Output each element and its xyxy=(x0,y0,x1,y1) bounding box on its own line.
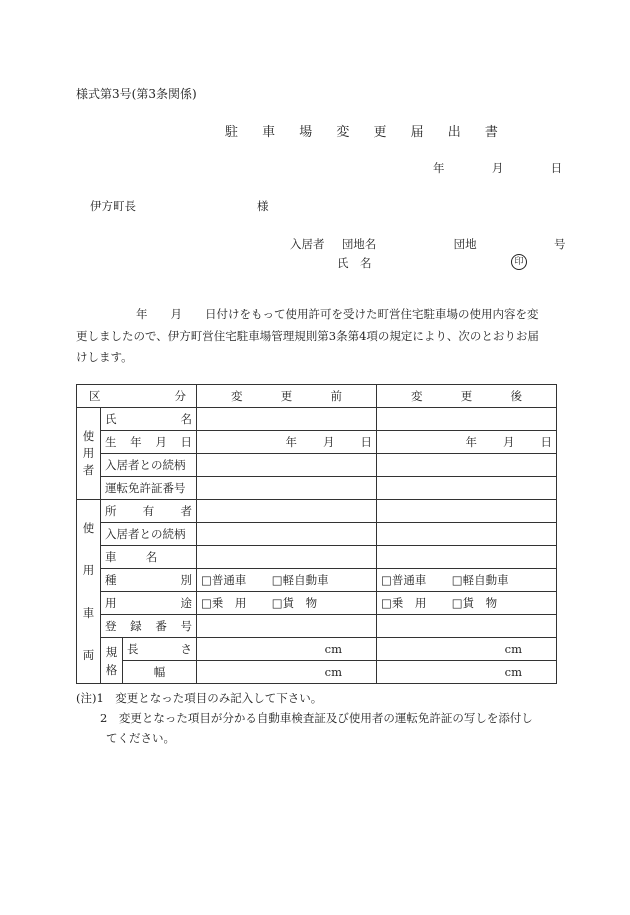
header-after: 変 更 後 xyxy=(377,385,557,408)
checkbox-kei-car[interactable]: □軽自動車 xyxy=(271,573,329,587)
table-row xyxy=(77,431,557,454)
vehicle-group-label: 使 用 車 両 xyxy=(77,500,101,684)
page-title: 駐 車 場 変 更 届 出 書 xyxy=(225,125,508,140)
unit-cm: cm xyxy=(504,642,523,656)
unit-cm: cm xyxy=(324,665,343,679)
addressee-honorific: 様 xyxy=(257,199,269,213)
note-2-continued: てください。 xyxy=(106,731,175,745)
table-row xyxy=(77,569,557,592)
table-row xyxy=(77,523,557,546)
applicant-name-label: 氏 名 xyxy=(337,256,372,270)
row-owner: 所 有 者 xyxy=(101,500,197,523)
complex-suffix: 団地 xyxy=(453,237,477,251)
table-header-row xyxy=(77,385,557,408)
complex-label: 団地名 xyxy=(341,237,377,251)
table-row xyxy=(77,592,557,615)
date-month: 月 xyxy=(491,161,504,175)
header-category: 区 分 xyxy=(77,385,197,408)
width-after[interactable] xyxy=(377,661,557,684)
unit-cm: cm xyxy=(324,642,343,656)
row-user-relation: 入居者との続柄 xyxy=(101,454,197,477)
width-before[interactable] xyxy=(197,661,377,684)
checkbox-cargo[interactable]: □貨 物 xyxy=(271,596,318,610)
length-after[interactable] xyxy=(377,638,557,661)
checkbox-regular-car[interactable]: □普通車 xyxy=(201,573,247,587)
car-name-before[interactable] xyxy=(197,546,377,569)
registration-number-before[interactable] xyxy=(197,615,377,638)
row-width: 幅 xyxy=(123,661,197,684)
license-after[interactable] xyxy=(377,477,557,500)
row-user-name: 氏 名 xyxy=(101,408,197,431)
vehicle-use-before xyxy=(197,592,377,615)
vehicle-type-before xyxy=(197,569,377,592)
checkbox-kei-car[interactable]: □軽自動車 xyxy=(451,573,509,587)
submission-date xyxy=(433,160,562,176)
applicant-complex-row xyxy=(290,236,565,252)
license-before[interactable] xyxy=(197,477,377,500)
user-relation-before[interactable] xyxy=(197,454,377,477)
unit-cm: cm xyxy=(504,665,523,679)
table-row xyxy=(77,615,557,638)
table-row xyxy=(77,638,557,661)
row-registration-number: 登 録 番 号 xyxy=(101,615,197,638)
body-paragraph xyxy=(76,304,554,369)
table-row xyxy=(77,477,557,500)
row-birthdate: 生 年 月 日 xyxy=(101,431,197,454)
user-relation-after[interactable] xyxy=(377,454,557,477)
checkbox-passenger[interactable]: □乗 用 xyxy=(201,596,247,610)
car-name-after[interactable] xyxy=(377,546,557,569)
checkbox-passenger[interactable]: □乗 用 xyxy=(381,596,427,610)
user-group-label: 使用者 xyxy=(77,408,101,500)
resident-label: 入居者 xyxy=(290,237,325,251)
change-table xyxy=(76,384,557,684)
birthdate-before[interactable]: 年 月 日 xyxy=(197,431,377,454)
header-before: 変 更 前 xyxy=(197,385,377,408)
vehicle-relation-before[interactable] xyxy=(197,523,377,546)
date-day: 日 xyxy=(550,161,563,175)
user-name-after[interactable] xyxy=(377,408,557,431)
owner-before[interactable] xyxy=(197,500,377,523)
checkbox-regular-car[interactable]: □普通車 xyxy=(381,573,427,587)
number-suffix: 号 xyxy=(553,237,566,251)
body-line-2: 更しましたので、伊方町営住宅駐車場管理規則第3条第4項の規定により、次のとおりお届 xyxy=(76,328,539,343)
addressee-name: 伊方町長 xyxy=(90,199,136,213)
user-name-before[interactable] xyxy=(197,408,377,431)
checkbox-cargo[interactable]: □貨 物 xyxy=(451,596,498,610)
date-year: 年 xyxy=(433,161,445,175)
owner-after[interactable] xyxy=(377,500,557,523)
vehicle-relation-after[interactable] xyxy=(377,523,557,546)
row-vehicle-relation: 入居者との続柄 xyxy=(101,523,197,546)
note-2: 2 変更となった項目が分かる自動車検査証及び使用者の運転免許証の写しを添付し xyxy=(100,711,533,725)
notes xyxy=(76,688,556,748)
vehicle-type-after xyxy=(377,569,557,592)
seal-mark: 印 xyxy=(511,254,527,270)
row-license: 運転免許証番号 xyxy=(101,477,197,500)
registration-number-after[interactable] xyxy=(377,615,557,638)
body-line-1: 年 月 日付けをもって使用許可を受けた町営住宅駐車場の使用内容を変 xyxy=(136,307,539,321)
table-row xyxy=(77,454,557,477)
table-row xyxy=(77,500,557,523)
form-number: 様式第3号(第3条関係) xyxy=(76,87,197,101)
row-car-name: 車 名 xyxy=(101,546,197,569)
row-vehicle-type: 種 別 xyxy=(101,569,197,592)
note-1: (注)1 変更となった項目のみ記入して下さい。 xyxy=(76,691,323,705)
row-vehicle-use: 用 途 xyxy=(101,592,197,615)
spec-label: 規 格 xyxy=(101,638,123,684)
row-length: 長 さ xyxy=(123,638,197,661)
table-row xyxy=(77,546,557,569)
body-line-3: けします。 xyxy=(76,350,133,364)
table-row xyxy=(77,661,557,684)
table-row xyxy=(77,408,557,431)
vehicle-use-after xyxy=(377,592,557,615)
length-before[interactable] xyxy=(197,638,377,661)
birthdate-after[interactable]: 年 月 日 xyxy=(377,431,557,454)
